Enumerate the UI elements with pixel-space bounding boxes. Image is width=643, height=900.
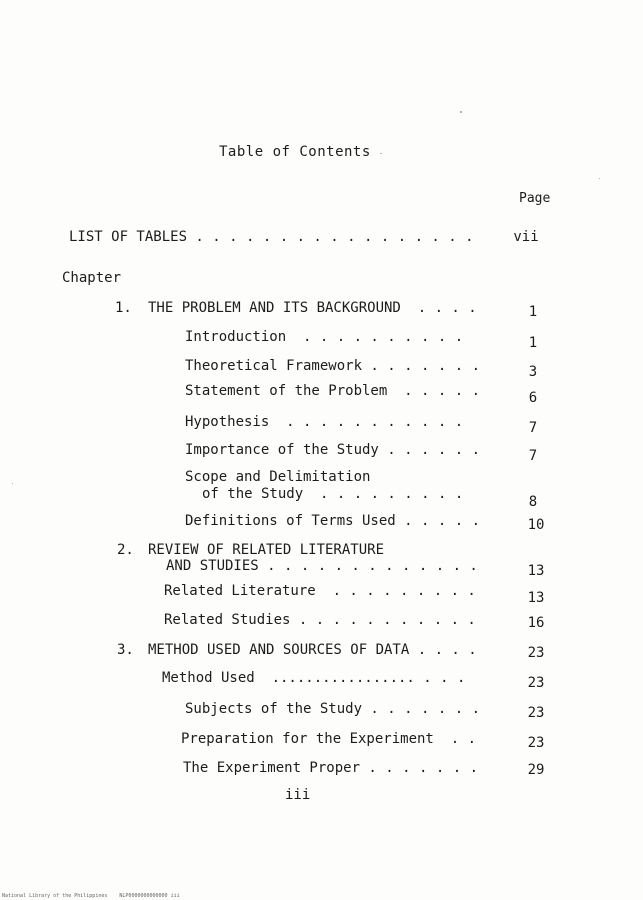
toc-entry: Scope and Delimitation [185,469,371,485]
chapter-number: 3. [117,642,134,658]
page-title: Table of Contents [219,144,371,160]
toc-entry: Definitions of Terms Used . . . . . [185,513,481,529]
toc-entry: Importance of the Study . . . . . . [185,442,481,458]
scan-speck [460,111,462,113]
toc-page: 7 [528,448,538,464]
chapter-page: 1 [528,304,538,320]
toc-entry: Method Used ................. . . . [162,670,466,686]
toc-page: 1 [528,335,538,351]
toc-page: 29 [527,762,545,778]
toc-page: 13 [527,590,545,606]
toc-page: 3 [528,364,538,380]
toc-entry: Subjects of the Study . . . . . . . [185,701,481,717]
chapter-title: REVIEW OF RELATED LITERATURE [148,542,385,558]
chapter-header: Chapter [62,270,122,286]
toc-page: 23 [527,675,545,691]
toc-page: 23 [527,705,545,721]
toc-page: 6 [528,390,538,406]
toc-entry-continuation: of the Study . . . . . . . . . [202,486,464,502]
toc-page: 23 [527,735,545,751]
chapter-page: 23 [527,645,545,661]
toc-entry: Statement of the Problem . . . . . [185,383,481,399]
scan-speck [380,153,382,154]
toc-entry: Theoretical Framework . . . . . . . [185,358,481,374]
toc-page: 8 [528,494,538,510]
scan-speck [12,483,13,484]
toc-entry: The Experiment Proper . . . . . . . [183,760,479,776]
scan-speck [599,178,600,179]
toc-entry: Related Studies . . . . . . . . . . . [164,612,476,628]
toc-page-list-of-tables: vii [513,229,539,245]
page-number: iii [285,787,311,803]
toc-page: 16 [527,615,545,631]
toc-entry: Hypothesis . . . . . . . . . . . [185,414,464,430]
toc-page: 10 [527,517,545,533]
chapter-title: THE PROBLEM AND ITS BACKGROUND . . . . [148,300,477,316]
chapter-number: 1. [115,300,132,316]
toc-page: 7 [528,420,538,436]
scan-footer: National Library of the Philippines NLP0000000000000 iii [2,893,180,899]
chapter-page: 13 [527,563,545,579]
toc-entry: Introduction . . . . . . . . . . [185,329,464,345]
chapter-number: 2. [117,542,134,558]
chapter-title-continuation: AND STUDIES . . . . . . . . . . . . . [166,558,478,574]
toc-entry: Related Literature . . . . . . . . . [164,583,476,599]
page-column-header: Page [519,191,551,206]
toc-entry-list-of-tables: LIST OF TABLES . . . . . . . . . . . . . . . . . [69,229,474,245]
toc-entry: Preparation for the Experiment . . [181,731,477,747]
chapter-title: METHOD USED AND SOURCES OF DATA . . . . [148,642,477,658]
